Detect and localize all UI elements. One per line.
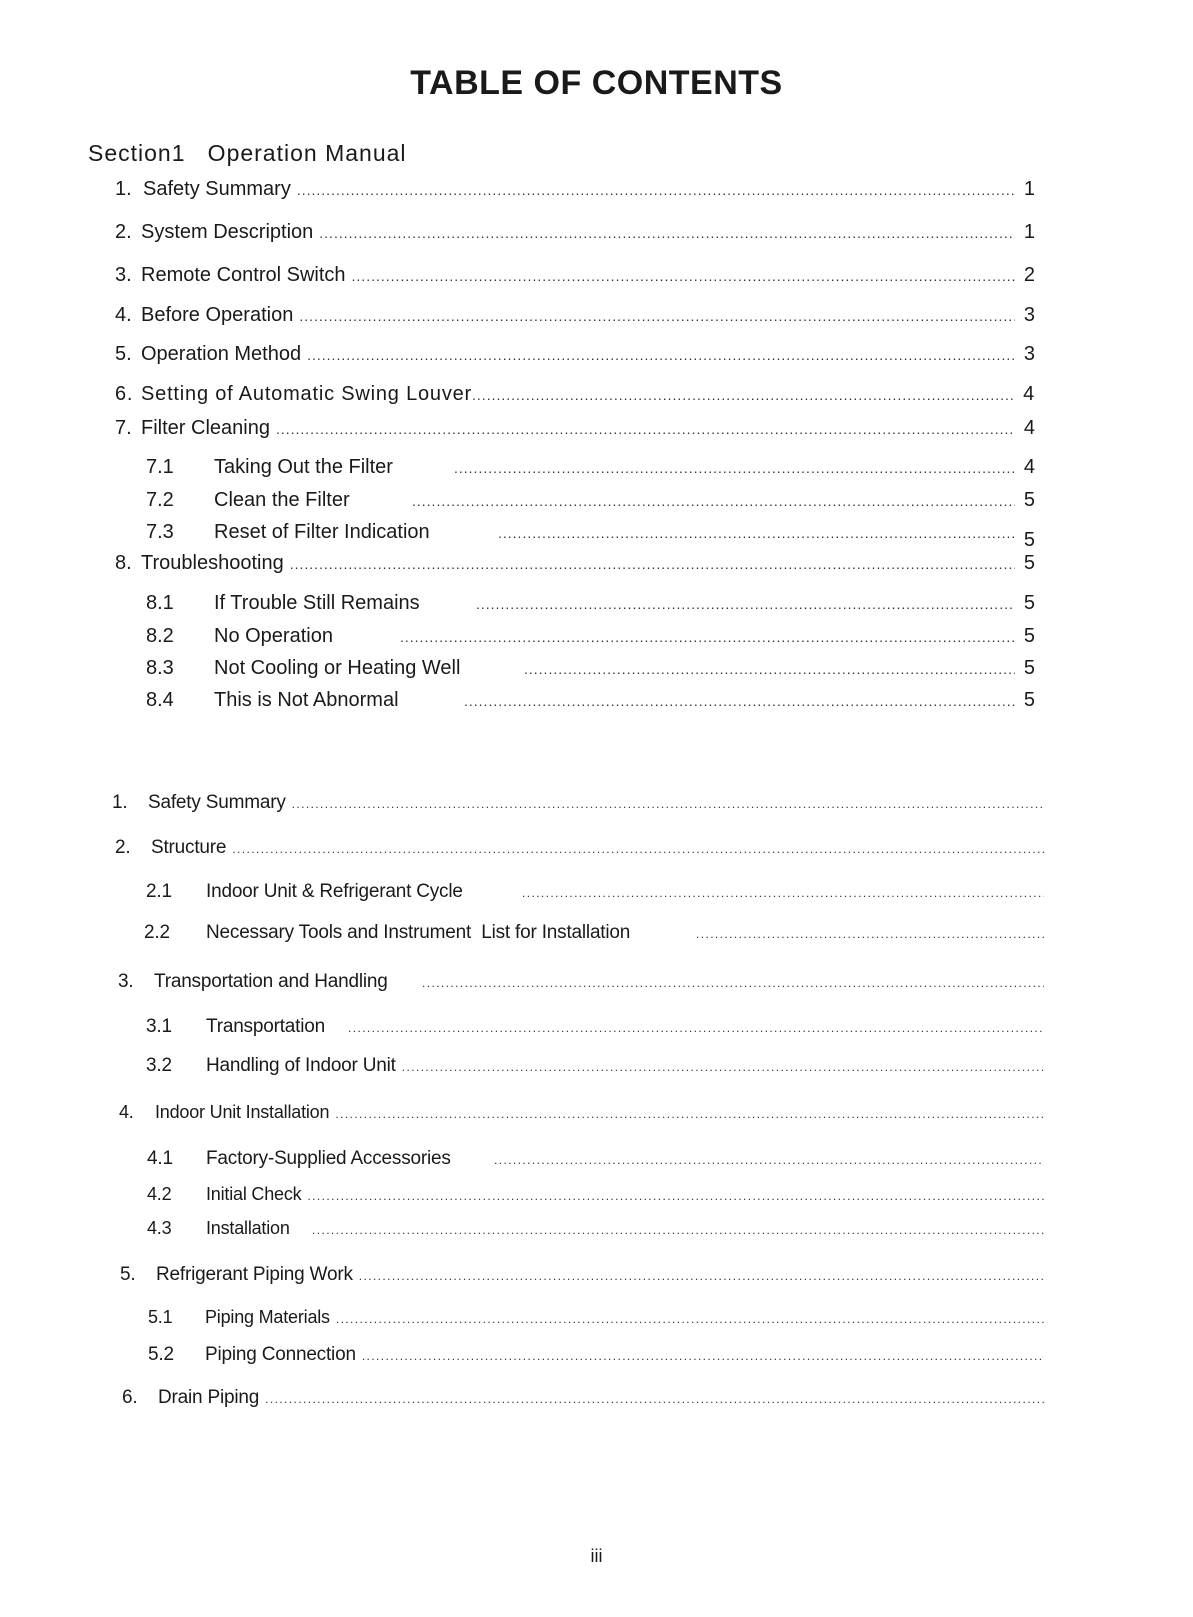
entry-title: This is Not Abnormal [214,689,399,711]
dot-leader [336,1312,1044,1326]
dot-leader [297,182,1015,198]
entry-page: 5 [1023,689,1035,711]
entry-title: Before Operation [141,304,294,326]
entry-number: 1. [115,178,132,200]
dot-leader [276,421,1015,437]
toc-entry[interactable] [147,1218,1044,1246]
dot-leader [362,1349,1044,1363]
entry-title: No Operation [214,625,333,647]
toc-entry[interactable] [112,792,1044,820]
entry-page: 5 [1023,625,1035,647]
entry-number: 5. [120,1264,136,1285]
toc-entry[interactable] [115,417,1035,445]
dot-leader [307,1189,1044,1203]
toc-entry[interactable] [115,304,1035,332]
entry-number: 4.2 [147,1184,172,1204]
entry-title: Installation [206,1218,290,1238]
entry-page: 1 [1023,178,1035,200]
dot-leader [472,387,1015,403]
toc-entry[interactable] [147,1148,1044,1176]
toc-entry[interactable] [146,521,1035,549]
entry-number: 6. [115,383,134,405]
entry-page: 5 [1023,529,1035,551]
dot-leader [352,268,1015,284]
entry-page: 5 [1023,592,1035,614]
dot-leader [402,1060,1044,1074]
dot-leader [524,661,1015,677]
entry-page: 5 [1023,657,1035,679]
entry-number: 2. [115,837,131,858]
toc-entry[interactable] [146,657,1035,685]
toc-entry[interactable] [115,221,1035,249]
dot-leader [454,460,1015,476]
dot-leader [400,629,1015,645]
entry-title: Initial Check [206,1184,302,1204]
toc-entry[interactable] [147,1184,1044,1212]
entry-number: 3. [115,264,132,286]
section-heading: Section1 Operation Manual [88,140,407,166]
entry-number: 4. [119,1102,134,1122]
page-number: iii [590,1546,603,1566]
entry-title: Factory-Supplied Accessories [206,1148,451,1169]
dot-leader [359,1269,1044,1283]
dot-leader [412,493,1015,509]
entry-number: 2.2 [144,922,170,943]
toc-entry[interactable] [115,343,1035,371]
entry-number: 7.1 [146,456,174,478]
entry-title: Piping Connection [205,1344,356,1365]
toc-entry[interactable] [122,1387,1044,1415]
entry-number: 4. [115,304,132,326]
dot-leader [265,1392,1044,1406]
entry-page: 4 [1023,456,1035,478]
toc-entry[interactable] [148,1344,1044,1372]
toc-entry[interactable] [146,625,1035,653]
entry-title: Safety Summary [148,792,286,813]
entry-number: 2. [115,221,132,243]
entry-title: Transportation [206,1016,326,1037]
page-title: TABLE OF CONTENTS [410,64,783,102]
dot-leader [312,1223,1044,1237]
dot-leader [476,596,1015,612]
dot-leader [422,976,1044,990]
entry-title: Reset of Filter Indication [214,521,430,543]
dot-leader [307,347,1015,363]
dot-leader [494,1153,1044,1167]
entry-number: 5.2 [148,1344,174,1365]
toc-entry[interactable] [115,178,1035,206]
toc-entry[interactable] [115,837,1044,865]
entry-number: 8.4 [146,689,174,711]
entry-number: 3. [118,971,134,992]
dot-leader [696,927,1044,941]
toc-entry[interactable] [118,971,1044,999]
entry-title: Taking Out the Filter [214,456,393,478]
entry-title: Safety Summary [143,178,291,200]
entry-number: 2.1 [146,881,172,902]
entry-number: 8.2 [146,625,174,647]
entry-title: Refrigerant Piping Work [156,1264,353,1285]
dot-leader [232,842,1044,856]
toc-entry[interactable] [146,489,1035,517]
dot-leader [348,1021,1044,1035]
entry-page: 4 [1023,383,1035,405]
entry-title: Troubleshooting [141,552,284,574]
dot-leader [498,525,1015,541]
dot-leader [464,693,1015,709]
entry-number: 7. [115,417,132,439]
entry-title: Operation Method [141,343,302,365]
entry-title: Transportation and Handling [154,971,388,992]
toc-entry[interactable] [146,689,1035,717]
dot-leader [335,1107,1044,1121]
entry-title: Setting of Automatic Swing Louver [141,383,473,405]
entry-page: 4 [1023,417,1035,439]
toc-entry[interactable] [146,881,1044,909]
entry-number: 3.2 [146,1055,172,1076]
toc-entry[interactable] [146,456,1035,484]
toc-entry[interactable] [120,1264,1044,1292]
entry-title: Indoor Unit & Refrigerant Cycle [206,881,463,902]
entry-page: 1 [1023,221,1035,243]
entry-page: 5 [1023,552,1035,574]
toc-entry[interactable] [146,1055,1044,1083]
toc-entry[interactable] [115,264,1035,292]
toc-entry[interactable] [119,1102,1044,1130]
entry-title: Drain Piping [158,1387,260,1408]
entry-title: Indoor Unit Installation [155,1102,330,1122]
toc-entry[interactable] [115,552,1035,580]
entry-number: 7.3 [146,521,174,543]
dot-leader [319,225,1015,241]
dot-leader [299,308,1015,324]
entry-title: System Description [141,221,314,243]
entry-number: 1. [112,792,128,813]
dot-leader [522,886,1044,900]
entry-title: Remote Control Switch [141,264,346,286]
toc-entry[interactable] [144,922,1044,950]
entry-number: 3.1 [146,1016,172,1037]
entry-title: Structure [151,837,227,858]
entry-number: 7.2 [146,489,174,511]
entry-page: 3 [1023,304,1035,326]
entry-number: 8.1 [146,592,174,614]
toc-entry[interactable] [115,383,1035,411]
entry-title: Handling of Indoor Unit [206,1055,396,1076]
entry-number: 8. [115,552,132,574]
entry-title: Necessary Tools and Instrument List for Installation [206,922,631,943]
entry-number: 4.3 [147,1218,172,1238]
entry-number: 6. [122,1387,138,1408]
entry-title: Piping Materials [205,1307,330,1327]
toc-entry[interactable] [146,1016,1044,1044]
entry-number: 5. [115,343,132,365]
entry-title: Clean the Filter [214,489,350,511]
dot-leader [292,797,1044,811]
toc-entry[interactable] [146,592,1035,620]
toc-entry[interactable] [148,1307,1044,1335]
entry-title: If Trouble Still Remains [214,592,420,614]
entry-number: 4.1 [147,1148,173,1169]
dot-leader [290,556,1015,572]
entry-page: 3 [1023,343,1035,365]
entry-page: 2 [1023,264,1035,286]
entry-title: Filter Cleaning [141,417,270,439]
entry-page: 5 [1023,489,1035,511]
entry-title: Not Cooling or Heating Well [214,657,461,679]
entry-number: 8.3 [146,657,174,679]
entry-number: 5.1 [148,1307,173,1327]
